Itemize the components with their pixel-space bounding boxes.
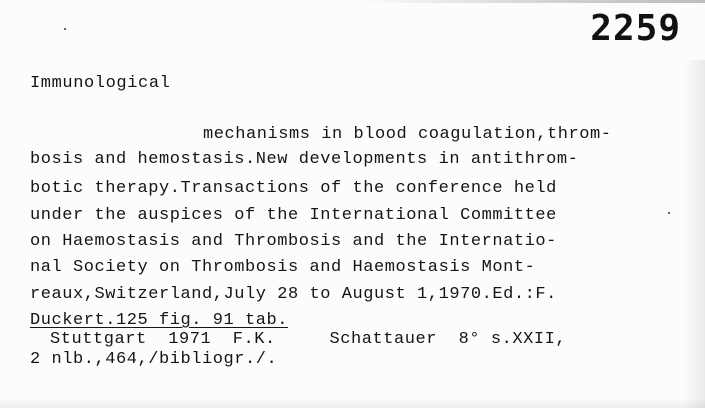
bottom-edge-shadow <box>0 398 705 408</box>
text-line-3: botic therapy.Transactions of the conference held <box>30 179 557 198</box>
text-line-10: 2 nlb.,464,/bibliogr./. <box>30 350 278 369</box>
text-line-6: nal Society on Thrombosis and Haemostasis Mont- <box>30 258 536 277</box>
card-number: 2259 <box>590 8 681 49</box>
ink-speck <box>668 212 670 214</box>
text-line-7: reaux,Switzerland,July 28 to August 1,1970.Ed.:F. <box>30 285 557 304</box>
text-line-8: Duckert.125 fig. 91 tab. <box>30 311 289 330</box>
ink-speck <box>64 28 66 30</box>
text-line-2: bosis and hemostasis.New developments in antithrom- <box>30 150 579 169</box>
right-edge-shadow <box>683 60 705 408</box>
text-line-1: mechanisms in blood coagulation,throm- <box>203 125 612 144</box>
card-heading: Immunological <box>30 74 171 93</box>
text-line-5: on Haemostasis and Thrombosis and the Internatio- <box>30 232 557 251</box>
text-line-9: Stuttgart 1971 F.K. Schattauer 8° s.XXII, <box>50 330 567 349</box>
top-edge-mark <box>360 0 705 3</box>
text-line-4: under the auspices of the International Committee <box>30 206 557 225</box>
